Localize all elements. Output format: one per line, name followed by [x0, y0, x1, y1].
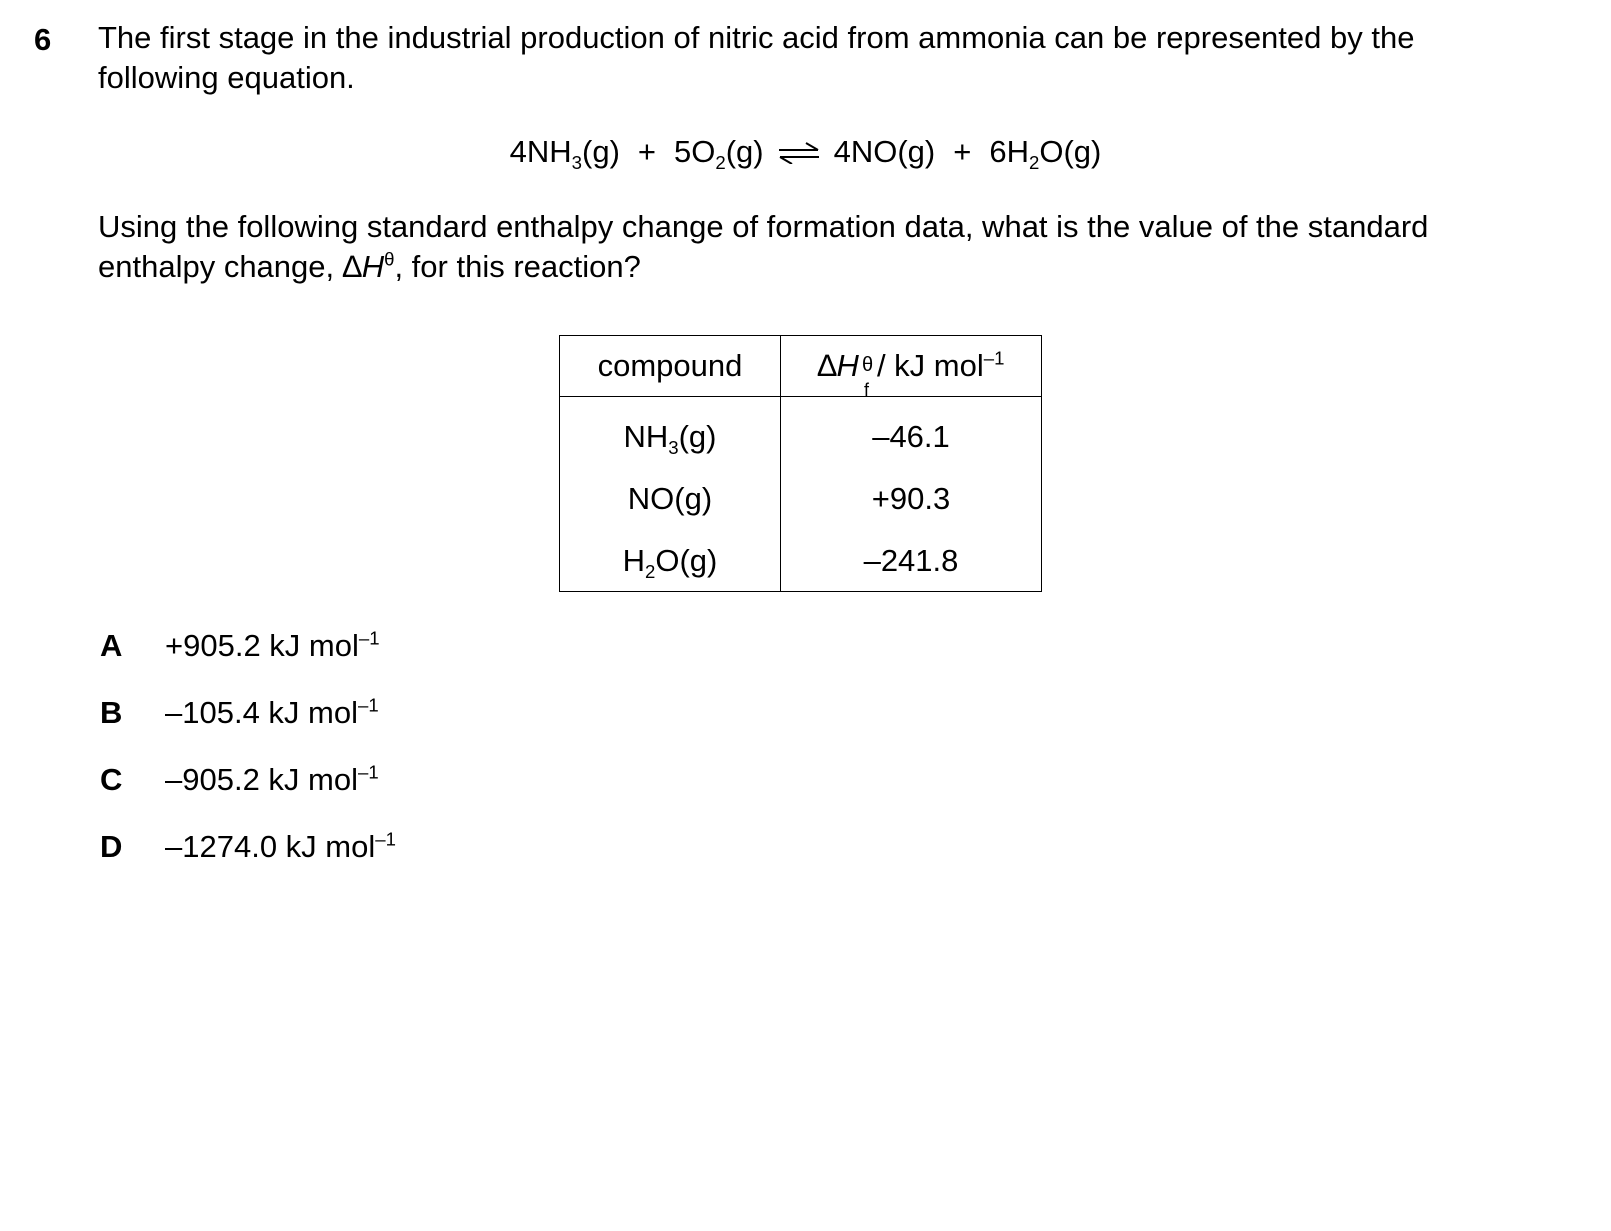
option-d[interactable] — [100, 829, 396, 896]
compound-cell: $NH_3(g)$ — [560, 397, 781, 468]
table-row — [560, 397, 1042, 468]
option-value: –1274.0 kJ mol$^{-1}$ — [165, 828, 396, 864]
table-row — [560, 467, 1042, 531]
product-nitric-oxide: 4NO(g) — [833, 134, 936, 169]
option-letter: C — [100, 762, 123, 797]
option-a[interactable] — [100, 628, 396, 695]
option-letter: A — [100, 628, 123, 663]
col-header-enthalpy: ∆H θ f / kJ mol$^{-1}$ — [781, 336, 1042, 397]
option-b[interactable] — [100, 695, 396, 762]
option-letter: B — [100, 695, 123, 730]
enthalpy-value-cell: –241.8 — [781, 531, 1042, 592]
col-header-compound: compound — [560, 336, 781, 397]
equilibrium-arrow-icon — [776, 136, 822, 172]
answer-options — [100, 628, 396, 896]
table-header-row — [560, 336, 1042, 397]
option-value: –905.2 kJ mol$^{-1}$ — [165, 761, 379, 797]
enthalpy-value-cell: –46.1 — [781, 397, 1042, 468]
compound-cell: NO(g) — [560, 467, 781, 531]
plus-sign: + — [953, 134, 972, 169]
question-prompt: Using the following standard enthalpy change of formation data, what is the value of the standard enthalpy change, $\Delta H^\theta$, for this reaction? — [98, 209, 1429, 284]
plus-sign: + — [637, 134, 657, 169]
reaction-equation — [0, 134, 1611, 172]
option-c[interactable] — [100, 762, 396, 829]
enthalpy-value-cell: +90.3 — [781, 467, 1042, 531]
table-row — [560, 531, 1042, 592]
option-letter: D — [100, 829, 123, 864]
compound-cell: $H_2O(g)$ — [560, 531, 781, 592]
question-stem: The first stage in the industrial production of nitric acid from ammonia can be represented by the following equation. — [98, 20, 1415, 95]
product-water: $6H_2O(g)$ — [989, 134, 1102, 174]
option-value: –105.4 kJ mol$^{-1}$ — [165, 694, 379, 730]
question-number: 6 — [34, 22, 52, 57]
option-value: +905.2 kJ mol$^{-1}$ — [165, 627, 380, 663]
enthalpy-data-table — [559, 335, 1042, 592]
reactant-ammonia: $4NH_3(g)$ — [509, 134, 620, 174]
reactant-oxygen: $5O_2(g)$ — [674, 134, 764, 174]
